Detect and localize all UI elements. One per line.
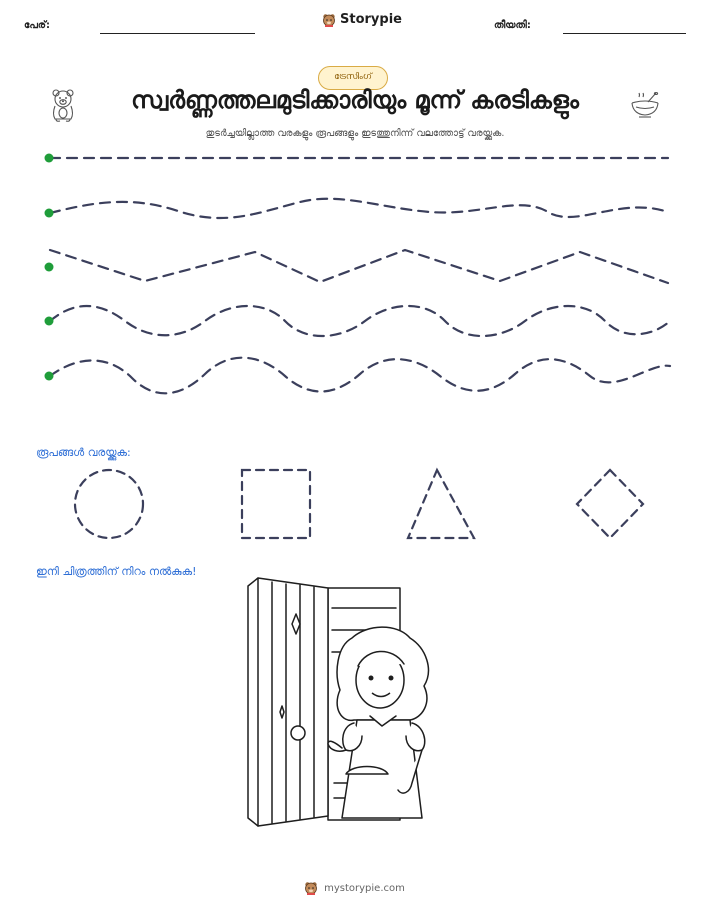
date-label: തീയതി: (494, 20, 531, 31)
start-dots (45, 154, 54, 381)
triangle-shape[interactable] (408, 470, 474, 538)
coloring-heading: ഇനി ചിത്രത്തിന് നിറം നൽകുക! (36, 565, 197, 578)
tracing-line-deep-wave[interactable] (50, 358, 670, 394)
name-label: പേര്: (24, 20, 50, 31)
bear-icon (48, 88, 78, 122)
girl-at-door-illustration[interactable] (242, 578, 472, 826)
brand (322, 12, 402, 27)
storypie-logo-icon (304, 881, 318, 895)
tracing-line-zigzag[interactable] (50, 250, 668, 283)
start-dot (45, 317, 54, 326)
instructions: തുടർച്ചയില്ലാത്ത വരകളും രൂപങ്ങളും ഇടത്തുനിന്ന് വലത്തോട്ട് വരയ്ക്കുക. (205, 128, 505, 139)
shapes-heading: രൂപങ്ങൾ വരയ്ക്കുക: (36, 446, 131, 459)
tracing-badge: ട്രേസിംഗ് (318, 66, 388, 90)
circle-shape[interactable] (75, 470, 143, 538)
date-field[interactable] (563, 33, 686, 34)
tracing-line-wave[interactable] (50, 306, 670, 336)
page-title: സ്വർണ്ണത്തലമുടിക്കാരിയും മൂന്ന് കരടികളും (131, 86, 579, 114)
brand-name: Storypie (340, 12, 402, 27)
start-dot (45, 154, 54, 163)
footer-url[interactable]: mystorypie.com (324, 882, 405, 894)
start-dot (45, 263, 54, 272)
porridge-bowl-icon (630, 92, 660, 118)
tracing-line-gentle-wave[interactable] (50, 199, 668, 218)
name-field[interactable] (100, 33, 255, 34)
start-dot (45, 209, 54, 218)
square-shape[interactable] (242, 470, 310, 538)
diamond-shape[interactable] (577, 470, 643, 538)
start-dot (45, 372, 54, 381)
footer (0, 881, 709, 895)
tracing-area (0, 140, 709, 400)
shapes-area (60, 462, 660, 546)
storypie-logo-icon (322, 13, 336, 27)
